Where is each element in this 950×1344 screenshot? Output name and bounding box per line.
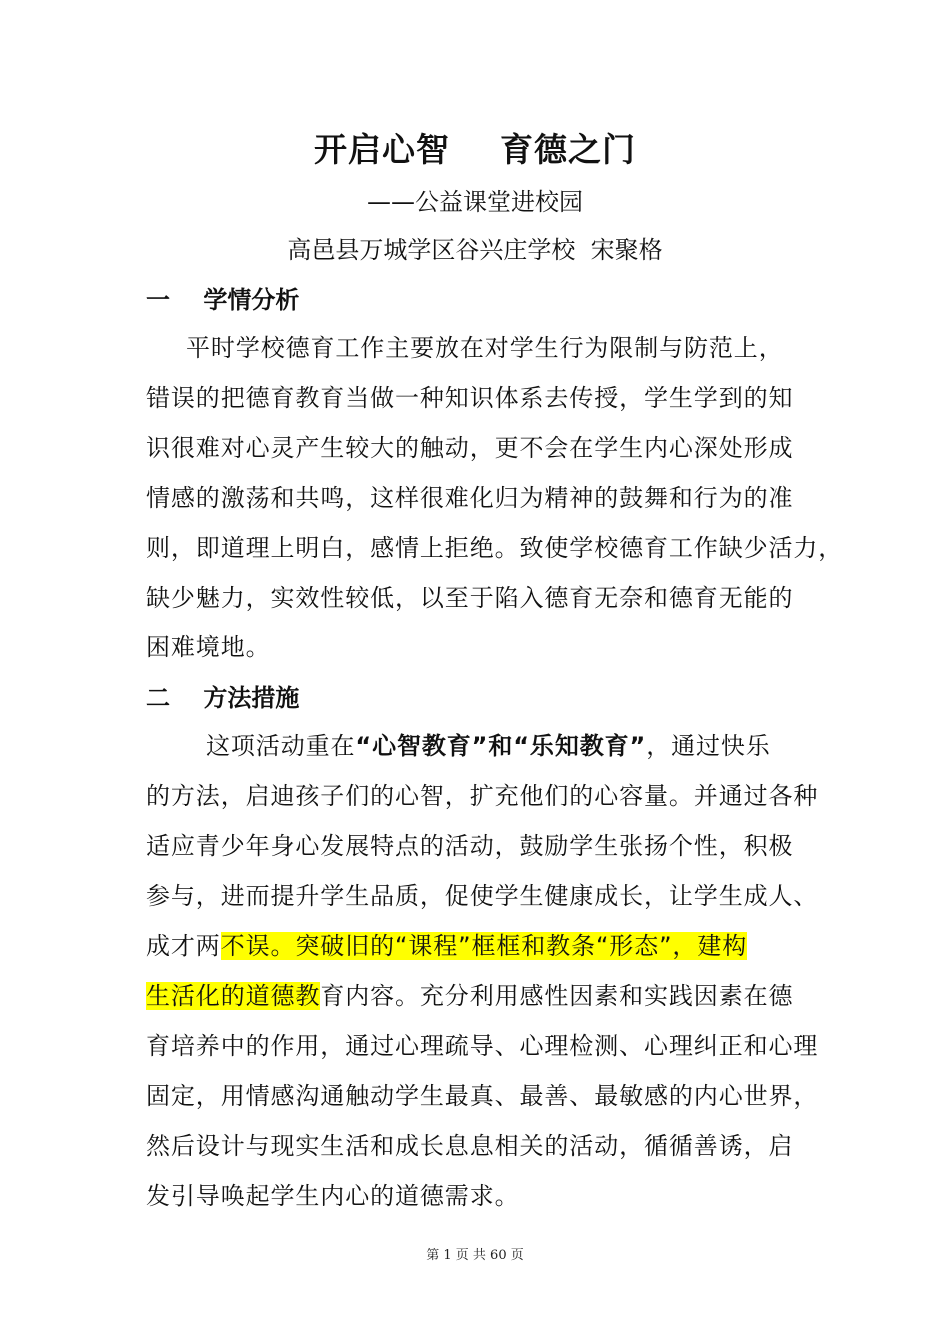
paragraph-line: 适应青少年身心发展特点的活动，鼓励学生张扬个性，积极 — [146, 832, 794, 860]
author-line: 高邑县万城学区谷兴庄学校 宋聚格 — [287, 236, 663, 264]
section-heading-analysis: 一 学情分析 — [146, 286, 300, 314]
paragraph-line: 的方法，启迪孩子们的心智，扩充他们的心容量。并通过各种 — [146, 782, 819, 810]
paragraph-line: 平时学校德育工作主要放在对学生行为限制与防范上， — [186, 334, 784, 362]
highlighted-text: 生活化的道德教 — [146, 982, 321, 1010]
paragraph-line — [146, 926, 810, 966]
page-footer: 第 1 页 共 60 页 — [426, 1248, 524, 1263]
paragraph-line — [206, 726, 870, 766]
paragraph-line: 发引导唤起学生内心的道德需求。 — [146, 1182, 520, 1210]
emphasized-text: “心智教育”和“乐知教育” — [355, 732, 647, 760]
paragraph-line: 育培养中的作用，通过心理疏导、心理检测、心理纠正和心理 — [146, 1032, 819, 1060]
paragraph-line: 识很难对心灵产生较大的触动，更不会在学生内心深处形成 — [146, 434, 794, 462]
paragraph-line: 参与，进而提升学生品质，促使学生健康成长，让学生成人、 — [146, 882, 819, 910]
paragraph-line — [146, 976, 810, 1016]
paragraph-line: 固定，用情感沟通触动学生最真、最善、最敏感的内心世界， — [146, 1082, 819, 1110]
paragraph-line: 则，即道理上明白，感情上拒绝。致使学校德育工作缺少活力， — [146, 534, 844, 562]
document-title: 开启心智 育德之门 — [314, 130, 636, 169]
highlighted-text: 不误。突破旧的“课程”框框和教条“形态”，建构 — [220, 932, 748, 960]
text-run: 这项活动重在 — [206, 732, 356, 760]
document-subtitle: ——公益课堂进校园 — [367, 188, 583, 216]
text-run: 育内容。充分利用感性因素和实践因素在德 — [320, 982, 794, 1010]
paragraph-line: 然后设计与现实生活和成长息息相关的活动，循循善诱，启 — [146, 1132, 794, 1160]
paragraph-line: 错误的把德育教育当做一种知识体系去传授，学生学到的知 — [146, 384, 794, 412]
paragraph-line: 缺少魅力，实效性较低，以至于陷入德育无奈和德育无能的 — [146, 584, 794, 612]
section-heading-methods: 二 方法措施 — [146, 684, 300, 712]
paragraph-line: 困难境地。 — [146, 633, 271, 661]
paragraph-line: 情感的激荡和共鸣，这样很难化归为精神的鼓舞和行为的准 — [146, 484, 794, 512]
text-run: 成才两 — [146, 932, 221, 960]
text-run: ，通过快乐 — [646, 732, 771, 760]
